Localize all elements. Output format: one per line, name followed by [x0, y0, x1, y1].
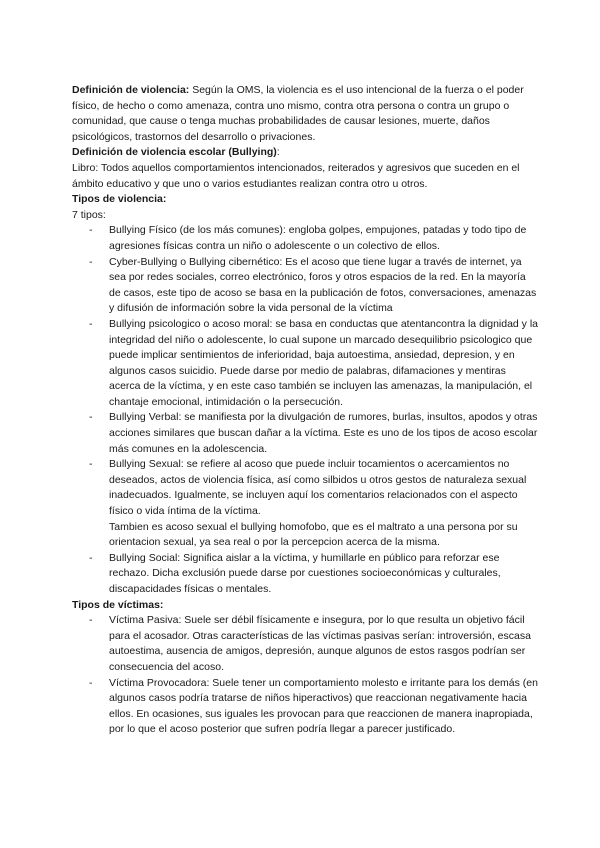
violence-types-list — [72, 223, 540, 597]
list-item — [72, 317, 540, 411]
school-violence-heading — [72, 145, 540, 161]
list-bullet: - — [89, 224, 93, 237]
list-item — [72, 551, 540, 598]
list-item-text: Bullying Sexual: se refiere al acoso que puede incluir tocamientos o acercamientos no deseados, actos de violencia física, así como silbidos u otros gestos de naturaleza sexual inadecuados. Igualmente, se incluyen aquí los comentarios relacionados con el aspecto físico o vida íntima de la víctima. — [109, 458, 527, 518]
list-item-text: Víctima Pasiva: Suele ser débil físicamente e insegura, por lo que resulta un objetivo fácil para el acosador. Otras características de las víctimas pasivas serían: introversión, escasa autoestima, ausencia de amigos, depresión, aunque algunos de estos rasgos podrían ser consecuencia del acoso. — [109, 614, 531, 673]
list-bullet: - — [89, 317, 93, 330]
violence-definition-text: Según la OMS, la violencia es el uso intencional de la fuerza o el poder físico, de hecho o como amenaza, contra uno mismo, contra otra persona o contra un grupo o comunidad, que cause o tenga muchas probabilidades de causar lesiones, muerte, daños psicológicos, trastornos del desarrollo o privaciones. — [72, 84, 524, 143]
school-violence-definition: Libro: Todos aquellos comportamientos intencionados, reiterados y agresivos que suceden en el ámbito educativo y que uno o varios estudiantes realizan contra otro u otros. — [72, 161, 520, 190]
violence-definition-label: Definición de violencia: — [72, 84, 190, 96]
list-item-text: Víctima Provocadora: Suele tener un comportamiento molesto e irritante para los demás (en algunos casos podría tratarse de niños hiperactivos) que reaccionan negativamente hacia ellos. En ocasiones, sus iguales les provocan para que reaccionen de manera inapropiada, por lo que el acoso posterior que sufren podría llegar a parecer justificado. — [109, 676, 538, 736]
violence-types-heading: Tipos de violencia: — [72, 193, 167, 206]
school-violence-heading-suffix: : — [276, 146, 280, 159]
list-item-text: Bullying Verbal: se manifiesta por la divulgación de rumores, burlas, insultos, apodos y otras acciones similares que buscan dañar a la víctima. Este es uno de los tipos de acoso escolar más comunes en la adolescencia. — [109, 411, 538, 455]
violence-definition-paragraph — [72, 83, 540, 145]
victim-types-list — [72, 613, 540, 738]
list-bullet: - — [89, 255, 93, 268]
list-bullet: - — [89, 614, 93, 627]
list-item — [72, 676, 540, 738]
list-item — [72, 613, 540, 675]
list-bullet: - — [89, 551, 93, 564]
list-item-text: Bullying psicologico o acoso moral: se basa en conductas que atentancontra la dignidad y la integridad del niño o adolescente, lo cual supone un marcado desequilibrio psicologico que puede implicar sentimientos de inferioridad, baja autoestima, ansiedad, depresion, y en algunos casos suicidio. Puede darse por medio de palabras, difamaciones y mentiras acerca de la víctima, y en este caso también se incluyen las amenazas, la manipulación, el chantaje emocional, intimidación o la persecución. — [109, 317, 539, 408]
list-item-extra-text: Tambien es acoso sexual el bullying homofobo, que es el maltrato a una persona por su orientacion sexual, ya sea real o por la percepcion acerca de la misma. — [109, 520, 518, 549]
list-item-text: Cyber-Bullying o Bullying cibernético: Es el acoso que tiene lugar a través de internet, ya sea por redes sociales, correo electrónico, foros y otros espacios de la red. En la mayoría de casos, este tipo de acoso se basa en la publicación de fotos, conversaciones, amenazas y difusión de información sobre la vida personal de la víctima — [109, 255, 537, 315]
list-item-text: Bullying Físico (de los más comunes): engloba golpes, empujones, patadas y todo tipo de agresiones físicas contra un niño o adolescente o un colectivo de ellos. — [109, 224, 527, 252]
list-item — [72, 457, 540, 551]
list-item — [72, 255, 540, 317]
list-bullet: - — [89, 458, 93, 471]
list-item — [72, 410, 540, 457]
violence-types-count: 7 tipos: — [72, 208, 106, 221]
list-bullet: - — [89, 676, 93, 689]
victim-types-heading: Tipos de víctimas: — [72, 598, 164, 611]
school-violence-heading-text: Definición de violencia escolar (Bullying) — [72, 146, 277, 159]
list-item — [72, 223, 540, 254]
list-item-text: Bullying Social: Significa aislar a la víctima, y humillarle en público para reforzar ese rechazo. Dicha exclusión puede darse por cuestiones socioeconómicas y culturales, discapacidades físicas o mentales. — [109, 551, 501, 595]
list-bullet: - — [89, 411, 93, 424]
